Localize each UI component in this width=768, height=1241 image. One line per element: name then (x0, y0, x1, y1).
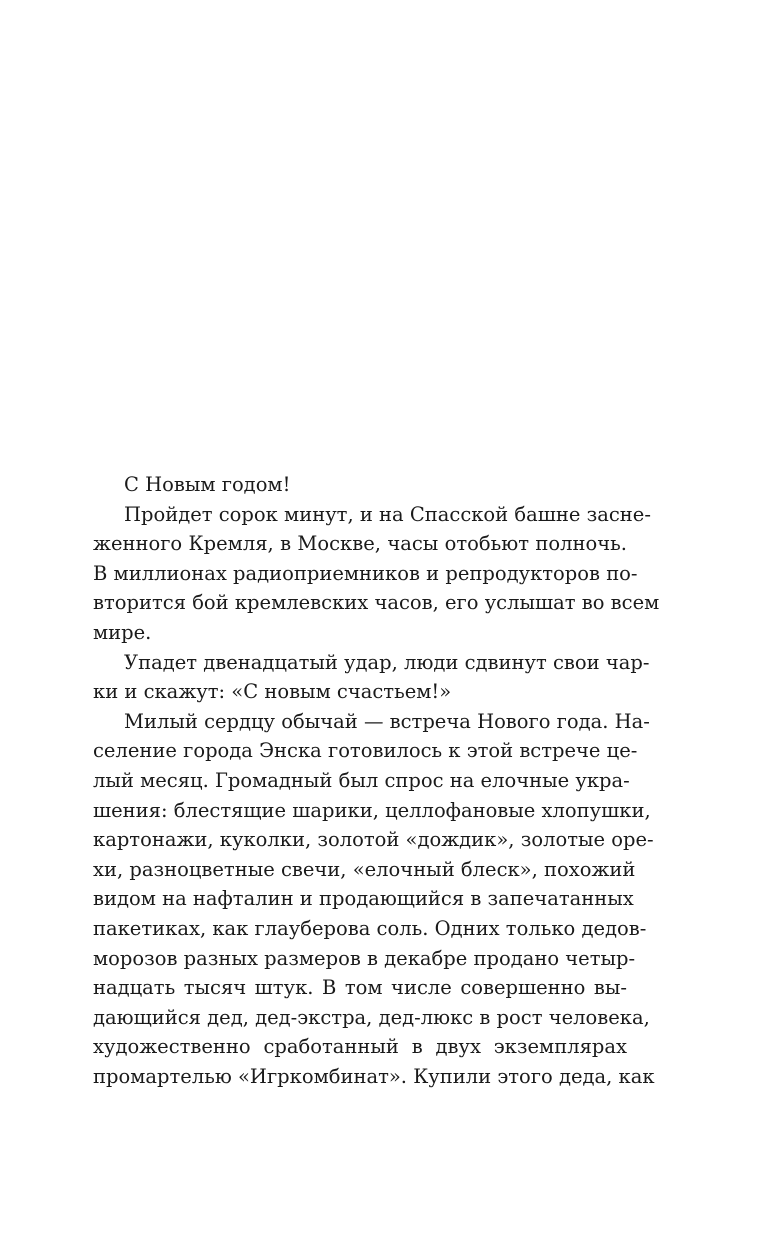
body-text (93, 470, 660, 1091)
text-line: Милый сердцу обычай — встреча Нового года. На- (124, 709, 650, 733)
text-line: мире. (93, 620, 152, 644)
text-line: шения: блестящие шарики, целлофановые хлопушки, (93, 798, 651, 822)
text-line: Упадет двенадцатый удар, люди сдвинут свои чар- (124, 650, 650, 674)
text-line: видом на нафталин и продающийся в запечатанных (93, 887, 634, 911)
text-line: дающийся дед, дед-экстра, дед-люкс в рост человека, (93, 1005, 650, 1029)
text-line: промартелью «Игркомбинат». Купили этого деда, как (93, 1064, 655, 1088)
text-line: Пройдет сорок минут, и на Спасской башне засне- (124, 502, 651, 526)
text-line: художественно сработанный в двух экземплярах (93, 1035, 627, 1059)
text-line: вторится бой кремлевских часов, его услышат во всем (93, 591, 660, 615)
text-line: В миллионах радиоприемников и репродукторов по- (93, 561, 638, 585)
text-line: селение города Энска готовилось к этой встрече це- (93, 739, 638, 763)
text-line: ки и скажут: «С новым счастьем!» (93, 680, 452, 704)
text-line: женного Кремля, в Москве, часы отобьют полночь. (93, 532, 627, 556)
text-line: хи, разноцветные свечи, «елочный блеск», похожий (93, 857, 636, 881)
text-line: пакетиках, как глауберова соль. Одних только дедов- (93, 916, 647, 940)
text-line: лый месяц. Громадный был спрос на елочные укра- (93, 768, 630, 792)
text-line: С Новым годом! (124, 473, 291, 496)
text-line: морозов разных размеров в декабре продано четыр- (93, 946, 636, 970)
text-line: картонажи, куколки, золотой «дождик», золотые оре- (93, 828, 654, 852)
text-line: надцать тысяч штук. В том числе совершенно вы- (93, 976, 627, 1000)
